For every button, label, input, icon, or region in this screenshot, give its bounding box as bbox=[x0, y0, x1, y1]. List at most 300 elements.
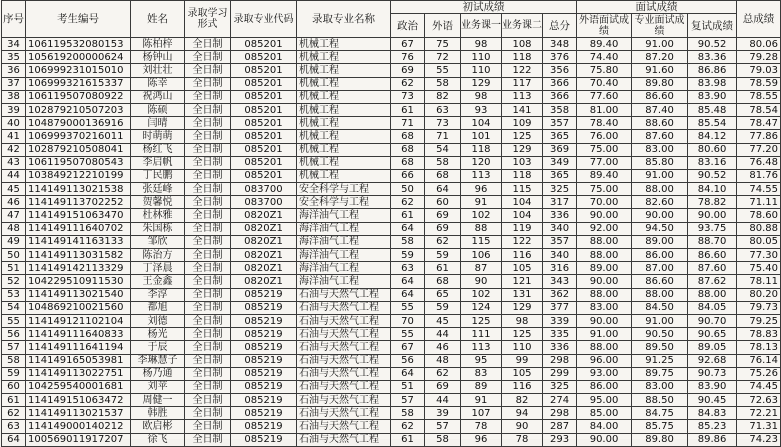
cell-mode: 全日制 bbox=[185, 288, 231, 301]
cell-english: 58 bbox=[425, 77, 461, 90]
cell-overall: 77.20 bbox=[737, 143, 781, 156]
header-seq: 序号 bbox=[2, 1, 26, 38]
table-row bbox=[2, 130, 781, 143]
cell-total: 340 bbox=[543, 222, 577, 235]
cell-overall: 79.03 bbox=[737, 64, 781, 77]
cell-english: 60 bbox=[425, 196, 461, 209]
cell-major-name: 海洋油气工程 bbox=[297, 275, 391, 288]
cell-major-code: 085219 bbox=[231, 301, 297, 314]
cell-mode: 全日制 bbox=[185, 407, 231, 420]
cell-seq: 64 bbox=[2, 433, 26, 446]
cell-english: 68 bbox=[425, 169, 461, 182]
cell-overall: 81.76 bbox=[737, 169, 781, 182]
cell-exam-no: 114149113021538 bbox=[26, 183, 131, 196]
cell-course2: 118 bbox=[502, 169, 543, 182]
cell-major-name: 石油与天然气工程 bbox=[297, 367, 391, 380]
cell-major-code: 0820Z1 bbox=[231, 222, 297, 235]
cell-english: 69 bbox=[425, 209, 461, 222]
cell-retest: 83.98 bbox=[688, 77, 737, 90]
cell-mode: 全日制 bbox=[185, 394, 231, 407]
cell-total: 348 bbox=[543, 38, 577, 51]
cell-major-code: 083700 bbox=[231, 196, 297, 209]
cell-overall: 80.05 bbox=[737, 235, 781, 248]
table-row bbox=[2, 196, 781, 209]
cell-major-code: 085219 bbox=[231, 433, 297, 446]
cell-fl-interview: 88.00 bbox=[577, 288, 632, 301]
cell-name: 杨钟山 bbox=[131, 51, 185, 64]
cell-pro-interview: 91.25 bbox=[632, 354, 688, 367]
cell-course1: 104 bbox=[461, 117, 502, 130]
cell-name: 李启帆 bbox=[131, 156, 185, 169]
cell-politics: 76 bbox=[391, 51, 425, 64]
cell-overall: 74.45 bbox=[737, 380, 781, 393]
cell-retest: 85.23 bbox=[688, 420, 737, 433]
cell-fl-interview: 76.00 bbox=[577, 130, 632, 143]
cell-fl-interview: 90.00 bbox=[577, 314, 632, 327]
cell-retest: 83.36 bbox=[688, 51, 737, 64]
cell-mode: 全日制 bbox=[185, 183, 231, 196]
cell-major-code: 085219 bbox=[231, 420, 297, 433]
cell-major-code: 085219 bbox=[231, 380, 297, 393]
cell-english: 62 bbox=[425, 235, 461, 248]
cell-total: 365 bbox=[543, 130, 577, 143]
cell-total: 287 bbox=[543, 420, 577, 433]
cell-total: 335 bbox=[543, 328, 577, 341]
cell-seq: 55 bbox=[2, 314, 26, 327]
cell-course1: 111 bbox=[461, 328, 502, 341]
cell-overall: 78.59 bbox=[737, 77, 781, 90]
cell-total: 298 bbox=[543, 354, 577, 367]
cell-total: 357 bbox=[543, 117, 577, 130]
cell-politics: 51 bbox=[391, 380, 425, 393]
table-row bbox=[2, 314, 781, 327]
cell-exam-no: 114149113031582 bbox=[26, 249, 131, 262]
table-row bbox=[2, 354, 781, 367]
cell-name: 贺馨悦 bbox=[131, 196, 185, 209]
cell-major-name: 机械工程 bbox=[297, 117, 391, 130]
cell-overall: 78.60 bbox=[737, 209, 781, 222]
cell-major-name: 石油与天然气工程 bbox=[297, 420, 391, 433]
table-row bbox=[2, 301, 781, 314]
cell-mode: 全日制 bbox=[185, 433, 231, 446]
cell-politics: 55 bbox=[391, 328, 425, 341]
cell-fl-interview: 90.00 bbox=[577, 433, 632, 446]
cell-exam-no: 105619200000624 bbox=[26, 51, 131, 64]
cell-name: 刘壮壮 bbox=[131, 64, 185, 77]
cell-mode: 全日制 bbox=[185, 130, 231, 143]
cell-mode: 全日制 bbox=[185, 328, 231, 341]
cell-pro-interview: 89.80 bbox=[632, 433, 688, 446]
cell-course2: 105 bbox=[502, 262, 543, 275]
cell-retest: 90.65 bbox=[688, 328, 737, 341]
cell-overall: 76.14 bbox=[737, 354, 781, 367]
cell-name: 陈治方 bbox=[131, 249, 185, 262]
cell-course2: 78 bbox=[502, 433, 543, 446]
cell-name: 于辰 bbox=[131, 341, 185, 354]
cell-name: 李淳 bbox=[131, 288, 185, 301]
cell-major-code: 085201 bbox=[231, 90, 297, 103]
cell-fl-interview: 93.00 bbox=[577, 367, 632, 380]
cell-major-code: 085201 bbox=[231, 169, 297, 182]
cell-english: 54 bbox=[425, 143, 461, 156]
cell-seq: 37 bbox=[2, 77, 26, 90]
cell-course2: 113 bbox=[502, 90, 543, 103]
cell-retest: 88.70 bbox=[688, 235, 737, 248]
cell-major-name: 机械工程 bbox=[297, 143, 391, 156]
cell-english: 58 bbox=[425, 156, 461, 169]
cell-english: 59 bbox=[425, 249, 461, 262]
cell-total: 362 bbox=[543, 288, 577, 301]
cell-major-code: 083700 bbox=[231, 183, 297, 196]
cell-major-code: 085201 bbox=[231, 117, 297, 130]
cell-course2: 104 bbox=[502, 196, 543, 209]
cell-retest: 84.83 bbox=[688, 407, 737, 420]
cell-pro-interview: 91.00 bbox=[632, 38, 688, 51]
cell-major-name: 海洋油气工程 bbox=[297, 262, 391, 275]
table-row bbox=[2, 51, 781, 64]
cell-major-code: 0820Z1 bbox=[231, 262, 297, 275]
cell-course2: 121 bbox=[502, 275, 543, 288]
cell-exam-no: 104229510911530 bbox=[26, 275, 131, 288]
cell-fl-interview: 90.00 bbox=[577, 209, 632, 222]
cell-total: 317 bbox=[543, 196, 577, 209]
cell-politics: 62 bbox=[391, 420, 425, 433]
cell-retest: 84.10 bbox=[688, 183, 737, 196]
cell-mode: 全日制 bbox=[185, 262, 231, 275]
cell-name: 陈柏梓 bbox=[131, 38, 185, 51]
table-row bbox=[2, 275, 781, 288]
cell-mode: 全日制 bbox=[185, 420, 231, 433]
cell-pro-interview: 86.60 bbox=[632, 275, 688, 288]
cell-politics: 66 bbox=[391, 169, 425, 182]
table-row bbox=[2, 249, 781, 262]
cell-overall: 78.13 bbox=[737, 341, 781, 354]
cell-seq: 36 bbox=[2, 64, 26, 77]
cell-pro-interview: 91.60 bbox=[632, 64, 688, 77]
cell-fl-interview: 86.00 bbox=[577, 380, 632, 393]
cell-course1: 102 bbox=[461, 288, 502, 301]
cell-total: 377 bbox=[543, 301, 577, 314]
cell-pro-interview: 89.50 bbox=[632, 341, 688, 354]
cell-retest: 90.73 bbox=[688, 367, 737, 380]
cell-mode: 全日制 bbox=[185, 90, 231, 103]
cell-seq: 44 bbox=[2, 169, 26, 182]
cell-politics: 68 bbox=[391, 156, 425, 169]
cell-overall: 78.47 bbox=[737, 117, 781, 130]
cell-pro-interview: 87.00 bbox=[632, 262, 688, 275]
table-row bbox=[2, 433, 781, 446]
cell-overall: 77.30 bbox=[737, 249, 781, 262]
cell-exam-no: 103849212210199 bbox=[26, 169, 131, 182]
cell-pro-interview: 87.20 bbox=[632, 51, 688, 64]
cell-major-name: 机械工程 bbox=[297, 130, 391, 143]
cell-english: 39 bbox=[425, 407, 461, 420]
cell-exam-no: 104869210021560 bbox=[26, 301, 131, 314]
cell-retest: 83.90 bbox=[688, 90, 737, 103]
cell-course1: 98 bbox=[461, 38, 502, 51]
admission-table bbox=[1, 0, 781, 447]
cell-fl-interview: 70.00 bbox=[577, 196, 632, 209]
cell-english: 58 bbox=[425, 433, 461, 446]
cell-retest: 86.60 bbox=[688, 249, 737, 262]
cell-seq: 38 bbox=[2, 90, 26, 103]
cell-total: 343 bbox=[543, 275, 577, 288]
cell-exam-no: 114149141163133 bbox=[26, 235, 131, 248]
header-name: 姓名 bbox=[131, 1, 185, 38]
cell-seq: 56 bbox=[2, 328, 26, 341]
cell-course1: 88 bbox=[461, 222, 502, 235]
cell-english: 46 bbox=[425, 341, 461, 354]
cell-total: 369 bbox=[543, 143, 577, 156]
cell-name: 陈硕 bbox=[131, 103, 185, 116]
cell-politics: 68 bbox=[391, 143, 425, 156]
cell-english: 69 bbox=[425, 380, 461, 393]
cell-politics: 71 bbox=[391, 117, 425, 130]
cell-retest: 80.60 bbox=[688, 143, 737, 156]
cell-english: 73 bbox=[425, 117, 461, 130]
cell-course2: 118 bbox=[502, 51, 543, 64]
cell-pro-interview: 91.00 bbox=[632, 169, 688, 182]
cell-total: 274 bbox=[543, 394, 577, 407]
cell-overall: 78.11 bbox=[737, 275, 781, 288]
cell-fl-interview: 85.00 bbox=[577, 407, 632, 420]
cell-overall: 78.83 bbox=[737, 328, 781, 341]
cell-fl-interview: 75.80 bbox=[577, 64, 632, 77]
cell-retest: 93.75 bbox=[688, 222, 737, 235]
cell-major-code: 085201 bbox=[231, 64, 297, 77]
header-fl-interview: 外语面试成绩 bbox=[577, 14, 632, 38]
cell-course2: 104 bbox=[502, 209, 543, 222]
cell-total: 298 bbox=[543, 407, 577, 420]
cell-course1: 96 bbox=[461, 183, 502, 196]
header-major-name: 录取专业名称 bbox=[297, 1, 391, 38]
cell-major-code: 085219 bbox=[231, 407, 297, 420]
cell-total: 366 bbox=[543, 90, 577, 103]
cell-seq: 47 bbox=[2, 209, 26, 222]
cell-total: 299 bbox=[543, 367, 577, 380]
cell-english: 82 bbox=[425, 90, 461, 103]
cell-politics: 69 bbox=[391, 64, 425, 77]
cell-name: 王金鑫 bbox=[131, 275, 185, 288]
cell-course2: 109 bbox=[502, 117, 543, 130]
cell-politics: 64 bbox=[391, 288, 425, 301]
cell-fl-interview: 75.00 bbox=[577, 183, 632, 196]
cell-exam-no: 106119507080922 bbox=[26, 90, 131, 103]
cell-retest: 90.45 bbox=[688, 394, 737, 407]
cell-major-name: 安全科学与工程 bbox=[297, 196, 391, 209]
cell-name: 都旭 bbox=[131, 301, 185, 314]
cell-total: 356 bbox=[543, 64, 577, 77]
cell-pro-interview: 89.75 bbox=[632, 367, 688, 380]
cell-overall: 80.20 bbox=[737, 288, 781, 301]
cell-politics: 70 bbox=[391, 314, 425, 327]
cell-name: 丁民鹏 bbox=[131, 169, 185, 182]
cell-retest: 90.52 bbox=[688, 169, 737, 182]
cell-retest: 87.62 bbox=[688, 275, 737, 288]
cell-overall: 74.23 bbox=[737, 433, 781, 446]
cell-retest: 90.00 bbox=[688, 209, 737, 222]
cell-course2: 108 bbox=[502, 38, 543, 51]
cell-major-name: 石油与天然气工程 bbox=[297, 301, 391, 314]
cell-mode: 全日制 bbox=[185, 354, 231, 367]
table-row bbox=[2, 420, 781, 433]
cell-retest: 92.68 bbox=[688, 354, 737, 367]
cell-seq: 41 bbox=[2, 130, 26, 143]
cell-pro-interview: 94.50 bbox=[632, 222, 688, 235]
cell-fl-interview: 78.40 bbox=[577, 117, 632, 130]
cell-total: 349 bbox=[543, 156, 577, 169]
table-row bbox=[2, 156, 781, 169]
cell-pro-interview: 90.00 bbox=[632, 209, 688, 222]
cell-name: 杨光 bbox=[131, 328, 185, 341]
cell-course1: 102 bbox=[461, 209, 502, 222]
cell-english: 48 bbox=[425, 354, 461, 367]
cell-major-code: 0820Z1 bbox=[231, 249, 297, 262]
cell-exam-no: 104879000136916 bbox=[26, 117, 131, 130]
cell-seq: 40 bbox=[2, 117, 26, 130]
cell-mode: 全日制 bbox=[185, 314, 231, 327]
cell-course2: 116 bbox=[502, 249, 543, 262]
cell-mode: 全日制 bbox=[185, 196, 231, 209]
cell-seq: 61 bbox=[2, 394, 26, 407]
cell-exam-no: 114149165053981 bbox=[26, 354, 131, 367]
cell-retest: 83.90 bbox=[688, 380, 737, 393]
cell-major-code: 085219 bbox=[231, 367, 297, 380]
table-row bbox=[2, 341, 781, 354]
cell-exam-no: 114149142113329 bbox=[26, 262, 131, 275]
cell-retest: 85.48 bbox=[688, 103, 737, 116]
cell-pro-interview: 88.60 bbox=[632, 117, 688, 130]
cell-major-name: 机械工程 bbox=[297, 169, 391, 182]
cell-major-name: 石油与天然气工程 bbox=[297, 314, 391, 327]
cell-major-code: 085219 bbox=[231, 328, 297, 341]
cell-mode: 全日制 bbox=[185, 77, 231, 90]
cell-mode: 全日制 bbox=[185, 235, 231, 248]
table-row bbox=[2, 394, 781, 407]
cell-retest: 87.60 bbox=[688, 262, 737, 275]
cell-major-code: 0820Z1 bbox=[231, 235, 297, 248]
table-row bbox=[2, 64, 781, 77]
cell-major-name: 机械工程 bbox=[297, 51, 391, 64]
cell-exam-no: 100569011917207 bbox=[26, 433, 131, 446]
cell-overall: 74.55 bbox=[737, 183, 781, 196]
cell-major-code: 085219 bbox=[231, 394, 297, 407]
cell-politics: 67 bbox=[391, 341, 425, 354]
cell-course1: 107 bbox=[461, 407, 502, 420]
cell-course1: 125 bbox=[461, 314, 502, 327]
cell-seq: 51 bbox=[2, 262, 26, 275]
cell-major-code: 085201 bbox=[231, 103, 297, 116]
cell-major-name: 机械工程 bbox=[297, 64, 391, 77]
cell-fl-interview: 77.00 bbox=[577, 156, 632, 169]
cell-overall: 78.55 bbox=[737, 90, 781, 103]
cell-overall: 80.88 bbox=[737, 222, 781, 235]
cell-politics: 56 bbox=[391, 354, 425, 367]
cell-english: 59 bbox=[425, 301, 461, 314]
cell-politics: 57 bbox=[391, 394, 425, 407]
cell-major-name: 石油与天然气工程 bbox=[297, 341, 391, 354]
cell-seq: 50 bbox=[2, 249, 26, 262]
cell-politics: 61 bbox=[391, 209, 425, 222]
header-overall: 总成绩 bbox=[737, 1, 781, 38]
cell-name: 欧启彬 bbox=[131, 420, 185, 433]
cell-major-code: 085219 bbox=[231, 354, 297, 367]
cell-fl-interview: 89.00 bbox=[577, 262, 632, 275]
cell-course2: 129 bbox=[502, 143, 543, 156]
cell-exam-no: 114149113022751 bbox=[26, 367, 131, 380]
cell-course2: 110 bbox=[502, 341, 543, 354]
cell-course2: 122 bbox=[502, 64, 543, 77]
cell-pro-interview: 91.00 bbox=[632, 314, 688, 327]
cell-seq: 42 bbox=[2, 143, 26, 156]
cell-fl-interview: 70.40 bbox=[577, 77, 632, 90]
cell-english: 71 bbox=[425, 130, 461, 143]
cell-name: 周健一 bbox=[131, 394, 185, 407]
cell-overall: 79.28 bbox=[737, 51, 781, 64]
header-total: 总分 bbox=[543, 14, 577, 38]
cell-overall: 77.86 bbox=[737, 130, 781, 143]
cell-english: 65 bbox=[425, 288, 461, 301]
cell-total: 339 bbox=[543, 314, 577, 327]
cell-major-name: 石油与天然气工程 bbox=[297, 380, 391, 393]
cell-course1: 78 bbox=[461, 420, 502, 433]
cell-politics: 67 bbox=[391, 38, 425, 51]
cell-course1: 83 bbox=[461, 367, 502, 380]
cell-name: 刘苹 bbox=[131, 380, 185, 393]
cell-seq: 57 bbox=[2, 341, 26, 354]
cell-retest: 88.00 bbox=[688, 288, 737, 301]
cell-politics: 73 bbox=[391, 90, 425, 103]
cell-course1: 101 bbox=[461, 130, 502, 143]
cell-course1: 90 bbox=[461, 275, 502, 288]
cell-overall: 76.48 bbox=[737, 156, 781, 169]
cell-seq: 39 bbox=[2, 103, 26, 116]
cell-mode: 全日制 bbox=[185, 380, 231, 393]
cell-mode: 全日制 bbox=[185, 156, 231, 169]
cell-pro-interview: 89.00 bbox=[632, 235, 688, 248]
cell-mode: 全日制 bbox=[185, 51, 231, 64]
cell-exam-no: 114149121102104 bbox=[26, 314, 131, 327]
cell-politics: 58 bbox=[391, 407, 425, 420]
cell-mode: 全日制 bbox=[185, 38, 231, 51]
cell-course1: 91 bbox=[461, 394, 502, 407]
cell-pro-interview: 85.80 bbox=[632, 156, 688, 169]
cell-seq: 63 bbox=[2, 420, 26, 433]
cell-course2: 115 bbox=[502, 183, 543, 196]
cell-english: 57 bbox=[425, 420, 461, 433]
cell-major-name: 机械工程 bbox=[297, 156, 391, 169]
cell-major-name: 机械工程 bbox=[297, 38, 391, 51]
cell-english: 45 bbox=[425, 314, 461, 327]
cell-name: 杨乃通 bbox=[131, 367, 185, 380]
cell-course1: 115 bbox=[461, 235, 502, 248]
cell-mode: 全日制 bbox=[185, 275, 231, 288]
cell-retest: 90.70 bbox=[688, 314, 737, 327]
cell-major-name: 石油与天然气工程 bbox=[297, 433, 391, 446]
cell-course1: 87 bbox=[461, 262, 502, 275]
cell-course2: 90 bbox=[502, 420, 543, 433]
cell-course1: 98 bbox=[461, 90, 502, 103]
cell-course2: 125 bbox=[502, 130, 543, 143]
table-row bbox=[2, 143, 781, 156]
cell-english: 63 bbox=[425, 103, 461, 116]
table-row bbox=[2, 235, 781, 248]
cell-major-code: 085201 bbox=[231, 51, 297, 64]
cell-major-code: 085201 bbox=[231, 38, 297, 51]
cell-course2: 103 bbox=[502, 156, 543, 169]
cell-pro-interview: 86.00 bbox=[632, 249, 688, 262]
header-interview-group: 面试成绩 bbox=[577, 1, 737, 14]
